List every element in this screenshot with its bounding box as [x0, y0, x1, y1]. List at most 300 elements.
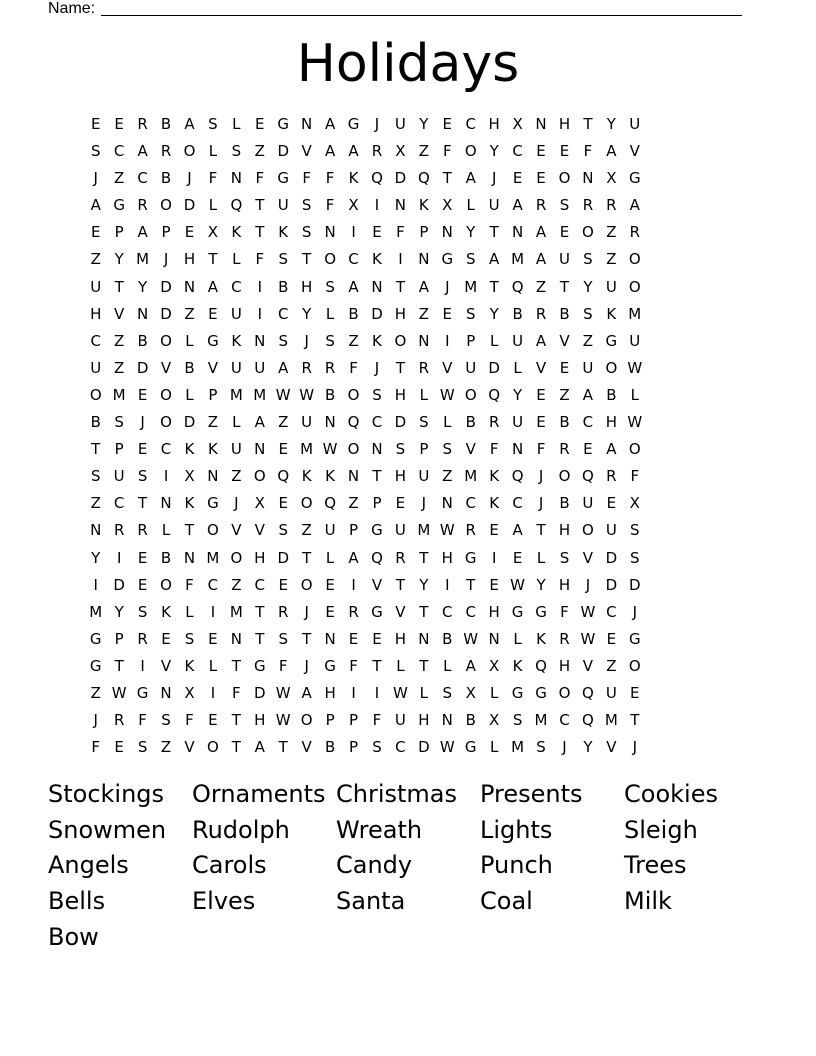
grid-letter[interactable]: L — [232, 115, 241, 133]
grid-letter[interactable]: W — [627, 413, 643, 432]
grid-letter[interactable]: B — [559, 413, 570, 432]
grid-letter[interactable]: L — [161, 521, 171, 540]
grid-letter[interactable]: N — [90, 521, 102, 540]
grid-letter[interactable]: G — [89, 629, 102, 648]
grid-letter[interactable]: L — [185, 385, 194, 404]
grid-letter[interactable]: G — [605, 331, 618, 350]
grid-letter[interactable]: M — [604, 711, 618, 730]
grid-letter[interactable]: R — [465, 521, 476, 540]
grid-letter[interactable]: R — [559, 440, 570, 459]
grid-letter[interactable]: Y — [466, 223, 476, 242]
grid-letter[interactable]: D — [160, 277, 172, 296]
grid-letter[interactable]: H — [488, 602, 500, 621]
grid-letter[interactable]: D — [183, 413, 196, 432]
grid-letter[interactable]: J — [234, 494, 239, 513]
grid-letter[interactable]: E — [630, 683, 640, 702]
grid-letter[interactable]: G — [207, 331, 219, 350]
grid-letter[interactable]: I — [210, 683, 216, 702]
name-underline[interactable] — [101, 0, 742, 16]
grid-letter[interactable]: U — [394, 115, 406, 133]
grid-letter[interactable]: S — [231, 142, 242, 161]
grid-letter[interactable]: Q — [488, 385, 501, 404]
grid-letter[interactable]: E — [184, 223, 195, 242]
grid-letter[interactable]: E — [372, 629, 382, 648]
grid-letter[interactable]: O — [160, 331, 172, 350]
grid-letter[interactable]: L — [419, 385, 429, 404]
grid-letter[interactable]: Y — [489, 304, 499, 323]
grid-letter[interactable]: L — [232, 250, 241, 269]
grid-letter[interactable]: B — [160, 169, 172, 188]
grid-letter[interactable]: E — [559, 358, 570, 377]
grid-letter[interactable]: U — [465, 358, 477, 377]
grid-letter[interactable]: A — [301, 683, 312, 702]
grid-letter[interactable]: I — [351, 683, 356, 702]
grid-letter[interactable]: O — [230, 548, 243, 567]
grid-letter[interactable]: G — [511, 683, 524, 702]
grid-letter[interactable]: L — [489, 331, 499, 350]
grid-letter[interactable]: I — [140, 656, 145, 675]
grid-letter[interactable]: I — [163, 467, 169, 486]
grid-letter[interactable]: N — [418, 629, 430, 648]
grid-letter[interactable]: S — [442, 683, 453, 702]
grid-letter[interactable]: U — [512, 413, 524, 432]
grid-letter[interactable]: O — [558, 467, 571, 486]
grid-letter[interactable]: L — [466, 196, 475, 215]
grid-letter[interactable]: E — [559, 142, 570, 161]
grid-letter[interactable]: R — [324, 358, 336, 377]
grid-letter[interactable]: H — [394, 629, 407, 648]
grid-letter[interactable]: E — [255, 115, 265, 133]
grid-letter[interactable]: T — [255, 223, 265, 242]
grid-letter[interactable]: K — [184, 494, 195, 513]
grid-letter[interactable]: I — [116, 548, 122, 567]
grid-letter[interactable]: O — [300, 711, 313, 730]
grid-letter[interactable]: A — [137, 142, 148, 161]
grid-letter[interactable]: X — [442, 196, 453, 215]
grid-letter[interactable]: J — [93, 711, 98, 730]
grid-letter[interactable]: T — [489, 277, 499, 296]
grid-letter[interactable]: D — [136, 358, 149, 377]
grid-letter[interactable]: B — [442, 629, 453, 648]
grid-letter[interactable]: A — [348, 548, 359, 567]
grid-letter[interactable]: G — [511, 602, 524, 621]
grid-letter[interactable]: R — [113, 711, 125, 730]
grid-letter[interactable]: W — [580, 602, 596, 621]
grid-letter[interactable]: N — [488, 629, 500, 648]
grid-letter[interactable]: F — [185, 575, 194, 594]
grid-letter[interactable]: E — [606, 494, 617, 513]
grid-letter[interactable]: V — [301, 142, 312, 161]
grid-letter[interactable]: T — [231, 711, 241, 730]
grid-letter[interactable]: P — [349, 738, 359, 757]
grid-letter[interactable]: U — [324, 521, 336, 540]
grid-letter[interactable]: H — [558, 521, 571, 540]
grid-letter[interactable]: A — [582, 385, 594, 404]
grid-letter[interactable]: S — [583, 250, 593, 269]
grid-letter[interactable]: B — [559, 494, 570, 513]
grid-letter[interactable]: F — [560, 602, 569, 621]
grid-letter[interactable]: J — [491, 169, 497, 188]
grid-letter[interactable]: Q — [371, 548, 383, 567]
grid-letter[interactable]: C — [465, 494, 476, 513]
grid-letter[interactable]: Z — [606, 223, 617, 242]
grid-letter[interactable]: S — [325, 277, 335, 296]
grid-letter[interactable]: W — [275, 711, 291, 730]
grid-letter[interactable]: K — [372, 331, 382, 350]
grid-letter[interactable]: O — [89, 385, 102, 404]
grid-letter[interactable]: J — [374, 358, 380, 377]
grid-letter[interactable]: O — [558, 683, 571, 702]
grid-letter[interactable]: Q — [535, 656, 547, 675]
grid-letter[interactable]: O — [253, 467, 266, 486]
grid-letter[interactable]: Z — [114, 331, 125, 350]
grid-letter[interactable]: N — [301, 115, 313, 133]
grid-letter[interactable]: L — [325, 548, 335, 567]
grid-letter[interactable]: P — [114, 629, 124, 648]
grid-letter[interactable]: T — [372, 656, 382, 675]
grid-letter[interactable]: N — [441, 223, 453, 242]
grid-letter[interactable]: X — [184, 683, 195, 702]
grid-letter[interactable]: P — [372, 494, 382, 513]
grid-letter[interactable]: J — [538, 494, 544, 513]
grid-letter[interactable]: A — [348, 277, 359, 296]
grid-letter[interactable]: Z — [559, 385, 570, 404]
grid-letter[interactable]: G — [464, 548, 477, 567]
grid-letter[interactable]: S — [114, 413, 124, 432]
grid-letter[interactable]: A — [535, 331, 547, 350]
grid-letter[interactable]: F — [583, 142, 593, 161]
grid-letter[interactable]: D — [629, 575, 641, 594]
grid-letter[interactable]: Y — [419, 575, 429, 594]
grid-letter[interactable]: T — [630, 711, 640, 730]
grid-letter[interactable]: B — [278, 277, 289, 296]
grid-letter[interactable]: R — [371, 142, 383, 161]
grid-letter[interactable]: Z — [207, 413, 219, 432]
grid-letter[interactable]: V — [582, 656, 594, 675]
grid-letter[interactable]: P — [161, 223, 171, 242]
grid-letter[interactable]: B — [348, 304, 359, 323]
grid-letter[interactable]: R — [137, 521, 148, 540]
grid-letter[interactable]: D — [605, 575, 618, 594]
grid-letter[interactable]: R — [418, 358, 430, 377]
grid-letter[interactable]: Y — [583, 277, 593, 296]
grid-letter[interactable]: G — [277, 169, 290, 188]
grid-letter[interactable]: C — [371, 413, 383, 432]
grid-letter[interactable]: O — [207, 738, 219, 757]
grid-letter[interactable]: A — [629, 196, 640, 215]
grid-letter[interactable]: Z — [442, 467, 453, 486]
grid-letter[interactable]: G — [371, 602, 383, 621]
grid-letter[interactable]: S — [372, 738, 382, 757]
grid-letter[interactable]: K — [325, 467, 336, 486]
grid-letter[interactable]: P — [349, 521, 359, 540]
grid-letter[interactable]: P — [349, 711, 359, 730]
grid-letter[interactable]: C — [254, 575, 266, 594]
grid-letter[interactable]: J — [140, 413, 145, 432]
grid-letter[interactable]: U — [512, 331, 524, 350]
grid-letter[interactable]: E — [372, 223, 382, 242]
grid-letter[interactable]: B — [137, 331, 148, 350]
grid-letter[interactable]: S — [301, 196, 312, 215]
grid-letter[interactable]: W — [439, 385, 455, 404]
grid-letter[interactable]: E — [606, 629, 617, 648]
grid-letter[interactable]: J — [187, 169, 192, 188]
grid-letter[interactable]: S — [90, 467, 101, 486]
grid-letter[interactable]: Q — [417, 169, 430, 188]
grid-letter[interactable]: D — [277, 142, 289, 161]
grid-letter[interactable]: S — [465, 304, 476, 323]
grid-letter[interactable]: N — [230, 629, 242, 648]
grid-letter[interactable]: X — [395, 142, 406, 161]
grid-letter[interactable]: I — [374, 683, 380, 702]
grid-letter[interactable]: R — [278, 602, 289, 621]
grid-letter[interactable]: F — [325, 169, 335, 188]
grid-letter[interactable]: V — [465, 440, 476, 459]
grid-letter[interactable]: C — [348, 250, 359, 269]
grid-letter[interactable]: S — [465, 250, 476, 269]
grid-letter[interactable]: H — [254, 548, 266, 567]
grid-letter[interactable]: H — [418, 711, 430, 730]
grid-letter[interactable]: R — [606, 467, 617, 486]
grid-letter[interactable]: N — [418, 250, 430, 269]
grid-letter[interactable]: D — [605, 548, 618, 567]
grid-letter[interactable]: X — [489, 711, 500, 730]
grid-letter[interactable]: S — [630, 548, 640, 567]
grid-letter[interactable]: H — [394, 467, 407, 486]
grid-letter[interactable]: V — [442, 358, 453, 377]
grid-letter[interactable]: D — [113, 575, 125, 594]
grid-letter[interactable]: E — [278, 575, 288, 594]
grid-letter[interactable]: G — [253, 656, 266, 675]
grid-letter[interactable]: F — [185, 711, 194, 730]
grid-letter[interactable]: X — [348, 196, 359, 215]
grid-letter[interactable]: O — [464, 142, 477, 161]
grid-letter[interactable]: T — [583, 115, 593, 133]
grid-letter[interactable]: L — [630, 385, 639, 404]
grid-letter[interactable]: T — [489, 223, 499, 242]
grid-letter[interactable]: T — [208, 250, 218, 269]
grid-letter[interactable]: B — [559, 304, 570, 323]
grid-letter[interactable]: Z — [278, 413, 289, 432]
grid-letter[interactable]: E — [278, 440, 288, 459]
grid-letter[interactable]: C — [582, 413, 594, 432]
grid-letter[interactable]: H — [254, 711, 266, 730]
grid-letter[interactable]: O — [582, 521, 594, 540]
grid-letter[interactable]: T — [114, 656, 124, 675]
grid-letter[interactable]: T — [372, 467, 382, 486]
grid-letter[interactable]: U — [230, 304, 242, 323]
grid-letter[interactable]: B — [606, 385, 617, 404]
grid-letter[interactable]: E — [536, 413, 546, 432]
grid-letter[interactable]: N — [371, 440, 383, 459]
grid-letter[interactable]: H — [301, 277, 313, 296]
grid-letter[interactable]: K — [489, 467, 500, 486]
grid-letter[interactable]: Z — [160, 738, 172, 757]
grid-letter[interactable]: U — [582, 358, 594, 377]
grid-letter[interactable]: T — [395, 575, 405, 594]
grid-letter[interactable]: L — [185, 331, 194, 350]
grid-letter[interactable]: P — [114, 223, 124, 242]
grid-letter[interactable]: J — [163, 250, 169, 269]
grid-letter[interactable]: Y — [513, 385, 523, 404]
grid-letter[interactable]: T — [255, 602, 265, 621]
grid-letter[interactable]: K — [418, 196, 429, 215]
grid-letter[interactable]: M — [206, 548, 220, 567]
grid-letter[interactable]: C — [559, 711, 570, 730]
grid-letter[interactable]: S — [559, 548, 570, 567]
grid-letter[interactable]: S — [278, 629, 288, 648]
grid-letter[interactable]: H — [558, 575, 571, 594]
grid-letter[interactable]: U — [488, 196, 500, 215]
grid-letter[interactable]: S — [630, 521, 640, 540]
grid-letter[interactable]: S — [161, 711, 171, 730]
grid-letter[interactable]: R — [488, 413, 500, 432]
grid-letter[interactable]: D — [394, 413, 407, 432]
grid-letter[interactable]: M — [511, 738, 525, 757]
grid-letter[interactable]: Y — [419, 115, 429, 133]
grid-letter[interactable]: V — [301, 738, 312, 757]
grid-letter[interactable]: W — [439, 521, 455, 540]
grid-letter[interactable]: U — [418, 467, 430, 486]
grid-letter[interactable]: E — [208, 629, 218, 648]
grid-letter[interactable]: A — [606, 142, 617, 161]
grid-letter[interactable]: N — [582, 169, 594, 188]
grid-letter[interactable]: V — [629, 142, 640, 161]
grid-letter[interactable]: W — [580, 629, 596, 648]
grid-letter[interactable]: F — [325, 196, 335, 215]
grid-letter[interactable]: T — [419, 548, 429, 567]
grid-letter[interactable]: K — [372, 250, 382, 269]
grid-letter[interactable]: N — [535, 115, 547, 133]
grid-letter[interactable]: M — [534, 711, 548, 730]
grid-letter[interactable]: C — [90, 331, 101, 350]
grid-letter[interactable]: N — [324, 629, 336, 648]
grid-letter[interactable]: S — [395, 440, 406, 459]
grid-letter[interactable]: P — [208, 385, 218, 404]
grid-letter[interactable]: W — [275, 385, 291, 404]
grid-letter[interactable]: S — [278, 521, 288, 540]
grid-letter[interactable]: N — [160, 683, 172, 702]
grid-letter[interactable]: B — [465, 413, 476, 432]
grid-letter[interactable]: U — [558, 250, 570, 269]
grid-letter[interactable]: A — [606, 440, 617, 459]
grid-letter[interactable]: T — [302, 548, 312, 567]
grid-letter[interactable]: A — [465, 656, 476, 675]
grid-letter[interactable]: J — [304, 602, 309, 621]
grid-letter[interactable]: C — [137, 169, 148, 188]
grid-letter[interactable]: M — [112, 385, 126, 404]
grid-letter[interactable]: Q — [277, 467, 290, 486]
grid-letter[interactable]: W — [275, 683, 291, 702]
grid-letter[interactable]: E — [161, 629, 171, 648]
grid-letter[interactable]: U — [230, 358, 242, 377]
grid-letter[interactable]: K — [606, 304, 617, 323]
grid-letter[interactable]: Y — [114, 250, 124, 269]
grid-letter[interactable]: W — [510, 575, 526, 594]
grid-letter[interactable]: L — [208, 196, 218, 215]
grid-letter[interactable]: E — [348, 629, 359, 648]
grid-letter[interactable]: E — [489, 575, 499, 594]
grid-letter[interactable]: I — [351, 223, 356, 242]
grid-letter[interactable]: E — [395, 494, 406, 513]
grid-letter[interactable]: T — [559, 277, 570, 296]
grid-letter[interactable]: F — [91, 738, 101, 757]
grid-letter[interactable]: Y — [114, 602, 124, 621]
grid-letter[interactable]: Z — [90, 494, 101, 513]
grid-letter[interactable]: X — [489, 656, 500, 675]
grid-letter[interactable]: C — [160, 440, 172, 459]
grid-letter[interactable]: X — [629, 494, 640, 513]
grid-letter[interactable]: O — [628, 250, 641, 269]
grid-letter[interactable]: U — [629, 331, 641, 350]
grid-letter[interactable]: Q — [371, 169, 383, 188]
grid-letter[interactable]: D — [488, 358, 500, 377]
grid-letter[interactable]: F — [372, 711, 382, 730]
grid-letter[interactable]: A — [418, 277, 429, 296]
grid-letter[interactable]: R — [395, 548, 406, 567]
grid-letter[interactable]: A — [348, 142, 359, 161]
grid-letter[interactable]: L — [208, 656, 218, 675]
grid-letter[interactable]: H — [558, 115, 571, 133]
grid-letter[interactable]: R — [113, 521, 125, 540]
grid-letter[interactable]: X — [207, 223, 219, 242]
grid-letter[interactable]: K — [231, 331, 242, 350]
grid-letter[interactable]: E — [278, 494, 288, 513]
grid-letter[interactable]: Y — [583, 738, 593, 757]
grid-letter[interactable]: A — [512, 521, 523, 540]
grid-letter[interactable]: R — [348, 602, 359, 621]
grid-letter[interactable]: S — [325, 331, 335, 350]
grid-letter[interactable]: G — [347, 115, 360, 133]
grid-letter[interactable]: T — [395, 358, 405, 377]
grid-letter[interactable]: U — [254, 358, 266, 377]
grid-letter[interactable]: E — [583, 440, 593, 459]
grid-letter[interactable]: A — [535, 250, 547, 269]
grid-letter[interactable]: O — [300, 494, 313, 513]
grid-letter[interactable]: H — [90, 304, 102, 323]
grid-letter[interactable]: P — [419, 440, 429, 459]
grid-letter[interactable]: F — [255, 250, 265, 269]
grid-letter[interactable]: N — [254, 331, 266, 350]
grid-letter[interactable]: N — [183, 277, 196, 296]
grid-letter[interactable]: F — [232, 683, 241, 702]
grid-letter[interactable]: S — [137, 602, 148, 621]
grid-letter[interactable]: A — [90, 196, 101, 215]
grid-letter[interactable]: N — [160, 494, 172, 513]
grid-letter[interactable]: W — [463, 629, 479, 648]
grid-letter[interactable]: Z — [348, 494, 359, 513]
grid-letter[interactable]: O — [464, 385, 477, 404]
grid-letter[interactable]: M — [136, 250, 150, 269]
grid-letter[interactable]: A — [324, 142, 336, 161]
grid-letter[interactable]: O — [160, 413, 172, 432]
grid-letter[interactable]: T — [419, 656, 429, 675]
grid-letter[interactable]: L — [443, 413, 452, 432]
grid-letter[interactable]: L — [419, 683, 429, 702]
grid-letter[interactable]: O — [160, 196, 172, 215]
grid-letter[interactable]: V — [535, 358, 547, 377]
grid-letter[interactable]: G — [89, 656, 102, 675]
grid-letter[interactable]: G — [113, 196, 125, 215]
grid-letter[interactable]: W — [627, 358, 643, 377]
grid-letter[interactable]: H — [441, 548, 453, 567]
grid-letter[interactable]: W — [322, 440, 338, 459]
grid-letter[interactable]: L — [325, 304, 335, 323]
grid-letter[interactable]: E — [137, 575, 148, 594]
grid-letter[interactable]: E — [208, 304, 218, 323]
grid-letter[interactable]: O — [582, 223, 594, 242]
grid-letter[interactable]: Z — [114, 169, 125, 188]
